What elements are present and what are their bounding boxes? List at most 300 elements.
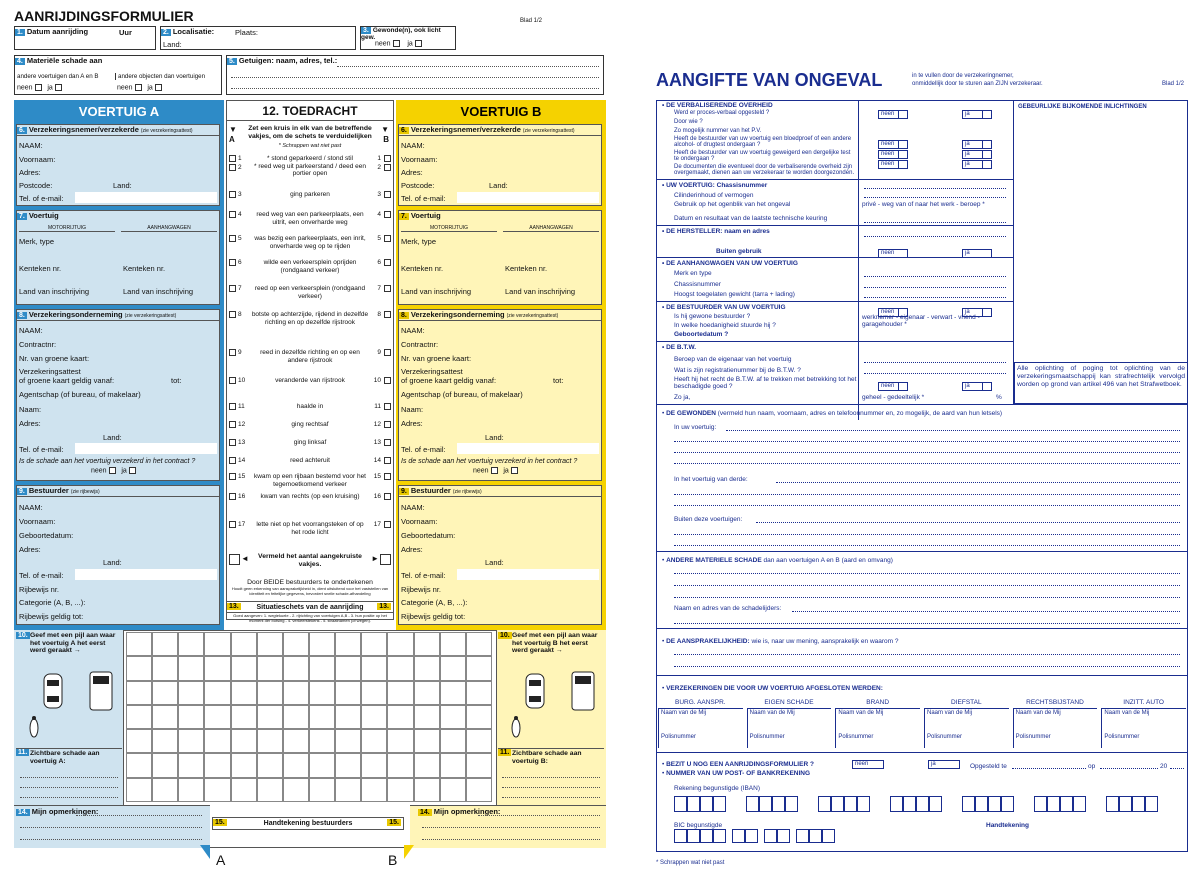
ja-checkbox[interactable] bbox=[511, 467, 518, 474]
bic-char-box[interactable] bbox=[809, 829, 822, 843]
ja-label: ja bbox=[121, 467, 127, 475]
land-inschrijving-aanhang-label: Land van inschrijving bbox=[505, 287, 576, 296]
tot-label: tot: bbox=[553, 376, 564, 385]
grid-cell bbox=[257, 632, 283, 656]
iban-char-box[interactable] bbox=[1145, 796, 1158, 812]
toedracht-item-text: wilde een verkeersplein oprijden (rondgaand verkeer) bbox=[263, 259, 357, 274]
grid-cell bbox=[387, 705, 413, 729]
iban-char-box[interactable] bbox=[1132, 796, 1145, 812]
col-b-arrow: ▼ bbox=[381, 125, 389, 134]
section-number: 6. bbox=[19, 127, 25, 134]
toedracht-item-text: reed in dezelfde richting en op een andere rijstrook bbox=[260, 349, 360, 364]
checkbox-b-1[interactable] bbox=[384, 155, 391, 162]
bic-boxes[interactable] bbox=[674, 829, 874, 843]
iban-char-box[interactable] bbox=[1001, 796, 1014, 812]
bloedproef-question: Heeft de bestuurder van uw voertuig een bloedproef of een andere alcohol- of drugtest ondergaan ? bbox=[674, 136, 852, 148]
arrow-left-icon: ◄ bbox=[241, 554, 249, 563]
grid-cell bbox=[152, 656, 178, 680]
checkbox-a-2[interactable] bbox=[229, 164, 236, 171]
aanhangwagen-section[interactable]: • DE AANHANGWAGEN VAN UW VOERTUIG Merk en type Chassisnummer Hoogst toegelaten gewicht (tarra + lading) bbox=[656, 258, 1014, 302]
checkbox-b-12[interactable] bbox=[384, 421, 391, 428]
toedracht-item-text: reed achteruit bbox=[290, 457, 330, 464]
ja-box[interactable] bbox=[962, 140, 992, 149]
neen-box[interactable] bbox=[878, 110, 908, 119]
kenteken-label: Kenteken nr. bbox=[19, 264, 62, 273]
section-number: 14. bbox=[18, 809, 28, 816]
grid-cell bbox=[126, 632, 152, 656]
section-11-a[interactable] bbox=[16, 748, 122, 803]
item-number-a: 10 bbox=[238, 377, 246, 384]
bezit-ja-box[interactable] bbox=[928, 760, 960, 769]
attest-label: Verzekeringsattest bbox=[401, 367, 463, 376]
land-label: Land: bbox=[103, 558, 122, 567]
section-label: Voertuig bbox=[28, 211, 59, 220]
neen-box[interactable] bbox=[878, 140, 908, 149]
schadelijders-label: Naam en adres van de schadelijders: bbox=[674, 605, 782, 612]
checkbox-b-13[interactable] bbox=[384, 439, 391, 446]
tel-field[interactable] bbox=[457, 569, 599, 580]
section-14-b[interactable] bbox=[418, 807, 604, 847]
section-3-gewonden[interactable] bbox=[360, 26, 456, 50]
land-inschrijving-label: Land van inschrijving bbox=[19, 287, 90, 296]
neen-label: neen bbox=[881, 111, 895, 117]
iban-char-box[interactable] bbox=[713, 796, 726, 812]
item-number-b: 7 bbox=[377, 285, 381, 292]
iban-char-box[interactable] bbox=[1106, 796, 1119, 812]
bic-char-box[interactable] bbox=[687, 829, 700, 843]
door-beide-label: Door BEIDE bestuurders te ondertekenen bbox=[247, 579, 373, 586]
bezit-rekening-section[interactable]: • BEZIT U NOG EEN AANRIJDINGSFORMULIER ? neen ja Opgesteld te op 20 • NUMMER VAN UW POST- OF BANKREKENING Rekening begunstigde (IBAN) BIC begunstigde Handtekening bbox=[656, 754, 1188, 852]
bic-char-box[interactable] bbox=[700, 829, 713, 843]
section-number: 14. bbox=[420, 809, 430, 816]
weigering-question: Heeft de bestuurder van uw voertuig geweigerd een dergelijke test te ondergaan ? bbox=[674, 150, 851, 162]
checkbox-b-15[interactable] bbox=[384, 473, 391, 480]
bic-char-box[interactable] bbox=[732, 829, 745, 843]
adres-label: Adres: bbox=[19, 419, 41, 428]
section-label: Gewonde(n), ook licht gew. bbox=[361, 27, 441, 41]
checkbox-a-5[interactable] bbox=[229, 235, 236, 242]
iban-char-box[interactable] bbox=[1034, 796, 1047, 812]
section-7-b[interactable] bbox=[398, 210, 602, 305]
grid-cell bbox=[466, 729, 492, 753]
bic-char-box[interactable] bbox=[796, 829, 809, 843]
iban-char-box[interactable] bbox=[687, 796, 700, 812]
toedracht-item bbox=[227, 311, 393, 345]
section-hint: (zie rijbewijs) bbox=[70, 489, 100, 495]
pv-nummer-label: Zo mogelijk nummer van het P.V. bbox=[674, 128, 762, 134]
merk-type-label: Merk en type bbox=[674, 270, 712, 277]
section-label: Mijn opmerkingen: bbox=[433, 807, 501, 816]
iban-char-box[interactable] bbox=[1047, 796, 1060, 812]
uw-voertuig-section[interactable]: • UW VOERTUIG: Chassisnummer Cilinderinhoud of vermogen Gebruik op het ogenblik van het ongeval privé - weg van of naar het werk - beroep * Datum en resultaat van de laatste technische keuring bbox=[656, 180, 1014, 226]
polisnummer-label: Polisnummer bbox=[838, 734, 874, 740]
count-box-a[interactable] bbox=[229, 554, 240, 565]
bic-char-box[interactable] bbox=[764, 829, 777, 843]
grid-cell bbox=[204, 632, 230, 656]
section-number: 4. bbox=[17, 58, 23, 65]
item-number-a: 8 bbox=[238, 311, 242, 318]
aanhangwagen-header: AANHANGWAGEN bbox=[121, 225, 217, 232]
grid-cell bbox=[414, 729, 440, 753]
motorrijtuig-header: MOTORRIJTUIG bbox=[401, 225, 497, 232]
checkbox-a-4[interactable] bbox=[229, 211, 236, 218]
grid-cell bbox=[178, 705, 204, 729]
section-5-getuigen[interactable] bbox=[226, 55, 604, 95]
grid-cell bbox=[414, 753, 440, 777]
checkbox-b-14[interactable] bbox=[384, 457, 391, 464]
grid-cell bbox=[126, 656, 152, 680]
section-7-a[interactable] bbox=[16, 210, 220, 305]
andere-objecten-label: andere objecten dan voertuigen bbox=[115, 73, 219, 80]
iban-boxes[interactable] bbox=[674, 796, 1182, 812]
cilinder-label: Cilinderinhoud of vermogen bbox=[674, 192, 754, 199]
grid-cell bbox=[414, 778, 440, 802]
land-label: Land: bbox=[485, 558, 504, 567]
geboortedatum-label: Geboortedatum: bbox=[19, 531, 74, 540]
section-8-b[interactable] bbox=[398, 309, 602, 481]
iban-char-box[interactable] bbox=[831, 796, 844, 812]
item-number-a: 17 bbox=[238, 521, 246, 528]
section-title: DE AANSPRAKELIJKHEID: bbox=[666, 638, 750, 645]
grid-cell bbox=[257, 778, 283, 802]
toedracht-item-text: reed weg van een parkeerplaats, een uitrit, een onverharde weg bbox=[256, 211, 364, 226]
verzekering-cell[interactable] bbox=[747, 708, 832, 748]
checkbox-a-13[interactable] bbox=[229, 439, 236, 446]
checkbox-a-16[interactable] bbox=[229, 493, 236, 500]
hersteller-section[interactable]: • DE HERSTELLER: naam en adres Buiten gebruik bbox=[656, 226, 1014, 258]
btw-section[interactable]: • DE B.T.W. Beroep van de eigenaar van het voertuig Wat is zijn registratienummer bij de B.T.W. ? Heeft hij het recht de B.T.W. af te trekken met betrekking tot het beschadigde goed ? Zo ja, geheel - gedeeltelijk * % bbox=[656, 342, 1014, 404]
iban-char-box[interactable] bbox=[746, 796, 759, 812]
tel-field[interactable] bbox=[75, 443, 217, 454]
grid-cell bbox=[152, 753, 178, 777]
buiten-gebruik-label: Buiten gebruik bbox=[716, 248, 762, 255]
iban-char-box[interactable] bbox=[903, 796, 916, 812]
note-line-1: in te vullen door de verzekeringnemer, bbox=[912, 73, 1014, 79]
verzekering-col-header: BURG. AANSPR. bbox=[675, 699, 726, 706]
iban-char-box[interactable] bbox=[962, 796, 975, 812]
grid-cell bbox=[309, 656, 335, 680]
bic-char-box[interactable] bbox=[822, 829, 835, 843]
agent-naam-label: Naam: bbox=[401, 405, 424, 414]
section-title: DE GEWONDEN bbox=[666, 410, 716, 417]
iban-char-box[interactable] bbox=[785, 796, 798, 812]
grid-cell bbox=[440, 729, 466, 753]
checkbox-b-4[interactable] bbox=[384, 211, 391, 218]
materiele-schade-section[interactable]: • ANDERE MATERIELE SCHADE dan aan voertuigen A en B (aard en omvang) Naam en adres van de schadelijders: bbox=[656, 553, 1188, 629]
iban-char-box[interactable] bbox=[988, 796, 1001, 812]
verzekering-col-header: EIGEN SCHADE bbox=[764, 699, 814, 706]
geboortedatum-label: Geboortedatum: bbox=[401, 531, 456, 540]
agentschap-label: Agentschap (of bureau, of makelaar) bbox=[401, 390, 523, 399]
grid-cell bbox=[335, 729, 361, 753]
section-subtitle: wie is, naar uw mening, aansprakelijk en waarom ? bbox=[751, 638, 899, 645]
item-number-a: 14 bbox=[238, 457, 246, 464]
grid-cell bbox=[152, 729, 178, 753]
grid-cell bbox=[440, 753, 466, 777]
polisnummer-label: Polisnummer bbox=[749, 734, 785, 740]
section-10-b[interactable] bbox=[498, 632, 604, 746]
grid-cell bbox=[361, 705, 387, 729]
ja-check bbox=[982, 151, 991, 158]
ja-box[interactable] bbox=[962, 110, 992, 119]
voornaam-label: Voornaam: bbox=[401, 517, 438, 526]
toedracht-item-text: lette niet op het voorrangsteken of op het rode licht bbox=[256, 521, 364, 536]
neen-checkbox[interactable] bbox=[135, 84, 142, 91]
toedracht-item bbox=[227, 155, 393, 189]
item-number-b: 3 bbox=[377, 191, 381, 198]
section-9-b[interactable] bbox=[398, 485, 602, 625]
toedracht-item bbox=[227, 421, 393, 437]
checkbox-b-11[interactable] bbox=[384, 403, 391, 410]
grid-cell bbox=[231, 705, 257, 729]
grid-cell bbox=[283, 753, 309, 777]
section-14-a[interactable] bbox=[16, 807, 206, 847]
grid-cell bbox=[361, 753, 387, 777]
toedracht-item bbox=[227, 211, 393, 233]
aansprakelijkheid-section[interactable]: • DE AANSPRAKELIJKHEID: wie is, naar uw mening, aansprakelijk en waarom ? bbox=[656, 630, 1188, 676]
ja-box[interactable] bbox=[962, 160, 992, 169]
ja-check bbox=[982, 161, 991, 168]
checkbox-a-1[interactable] bbox=[229, 155, 236, 162]
iban-char-box[interactable] bbox=[759, 796, 772, 812]
keuring-label: Datum en resultaat van de laatste technische keuring bbox=[674, 215, 828, 222]
ja-checkbox[interactable] bbox=[155, 84, 162, 91]
tel-field[interactable] bbox=[75, 569, 217, 580]
iban-char-box[interactable] bbox=[975, 796, 988, 812]
tel-field[interactable] bbox=[457, 192, 599, 203]
ja-label: ja bbox=[931, 761, 936, 767]
naam-mij-label: Naam van de Mij bbox=[1015, 710, 1061, 716]
checkbox-b-2[interactable] bbox=[384, 164, 391, 171]
iban-char-box[interactable] bbox=[844, 796, 857, 812]
postcode-label: Postcode: bbox=[19, 181, 53, 190]
section-11-b[interactable] bbox=[498, 748, 604, 803]
neen-box[interactable] bbox=[878, 150, 908, 159]
section-4-materiele-schade[interactable] bbox=[14, 55, 222, 95]
toedracht-item bbox=[227, 285, 393, 307]
iban-char-box[interactable] bbox=[1073, 796, 1086, 812]
section-8-a[interactable] bbox=[16, 309, 220, 481]
percent-label: % bbox=[996, 394, 1002, 401]
groene-kaart-label: Nr. van groene kaart: bbox=[401, 354, 472, 363]
grid-cell bbox=[204, 729, 230, 753]
verzekeringen-section[interactable]: • VERZEKERINGEN DIE VOOR UW VOERTUIG AFGESLOTEN WERDEN: BURG. AANSPR. Naam van de Mij Polisnummer EIGEN SCHADE Naam van de Mij Polisnummer BRAND Naam van de Mij Polisnummer DIEFSTAL Naam van de Mij Polisnummer RECHTSBIJSTAND Naam van de Mij Polisnummer INZITT. AUTO Naam van de Mij Polisnummer bbox=[656, 677, 1188, 753]
gewonden-section[interactable]: • DE GEWONDEN (vermeld hun naam, voornaam, adres en telefoonnummer en, zo mogelijk, de aard van hun letsels) In uw voertuig: In het voertuig van derde: Buiten deze voertuigen: bbox=[656, 406, 1188, 552]
grid-cell bbox=[178, 681, 204, 705]
sketch-grid[interactable] bbox=[126, 632, 492, 802]
neen-checkbox[interactable] bbox=[109, 467, 116, 474]
ja-checkbox[interactable] bbox=[415, 40, 422, 47]
grid-cell bbox=[387, 656, 413, 680]
polisnummer-label: Polisnummer bbox=[661, 734, 697, 740]
voornaam-label: Voornaam: bbox=[401, 155, 438, 164]
toedracht-item bbox=[227, 259, 393, 281]
section-15-signature[interactable] bbox=[212, 817, 404, 830]
checkbox-a-12[interactable] bbox=[229, 421, 236, 428]
grid-cell bbox=[257, 753, 283, 777]
item-number-b: 10 bbox=[373, 377, 381, 384]
section-9-a[interactable] bbox=[16, 485, 220, 625]
checkbox-b-6[interactable] bbox=[384, 259, 391, 266]
neen-label: neen bbox=[855, 761, 869, 767]
tel-field[interactable] bbox=[75, 192, 217, 203]
tel-label: Tel. of e-mail: bbox=[401, 194, 446, 203]
grid-cell bbox=[152, 705, 178, 729]
voornaam-label: Voornaam: bbox=[19, 517, 56, 526]
iban-char-box[interactable] bbox=[890, 796, 903, 812]
schade-verzekerd-question: Is de schade aan het voertuig verzekerd in het contract ? bbox=[19, 458, 196, 465]
checkbox-b-9[interactable] bbox=[384, 349, 391, 356]
checkbox-b-5[interactable] bbox=[384, 235, 391, 242]
bijkomende-header bbox=[1014, 100, 1188, 112]
rijbewijs-geldig-label: Rijbewijs geldig tot: bbox=[401, 612, 466, 621]
grid-cell bbox=[466, 705, 492, 729]
iban-label: Rekening begunstigde (IBAN) bbox=[674, 785, 760, 792]
neen-label: neen bbox=[473, 467, 489, 475]
grid-cell bbox=[361, 656, 387, 680]
grid-cell bbox=[466, 656, 492, 680]
toedracht-item-text: kwam van rechts (op een kruising) bbox=[260, 493, 360, 500]
verzekering-cell[interactable] bbox=[924, 708, 1009, 748]
agent-naam-label: Naam: bbox=[19, 405, 42, 414]
count-box-b[interactable] bbox=[380, 554, 391, 565]
grid-cell bbox=[335, 705, 361, 729]
section-1-datum[interactable] bbox=[14, 26, 156, 50]
neen-checkbox[interactable] bbox=[393, 40, 400, 47]
section-number: 2. bbox=[163, 29, 169, 36]
naam-label: NAAM: bbox=[401, 326, 425, 335]
iban-char-box[interactable] bbox=[772, 796, 785, 812]
ja-label: ja bbox=[965, 309, 970, 315]
bic-char-box[interactable] bbox=[777, 829, 790, 843]
verzekering-cell[interactable] bbox=[835, 708, 920, 748]
iban-char-box[interactable] bbox=[929, 796, 942, 812]
section-10-a[interactable] bbox=[16, 632, 122, 746]
item-number-b: 15 bbox=[373, 473, 381, 480]
toedracht-item bbox=[227, 235, 393, 257]
door-wie-question: Door wie ? bbox=[674, 119, 703, 125]
checkbox-a-17[interactable] bbox=[229, 521, 236, 528]
grid-cell bbox=[440, 705, 466, 729]
item-number-a: 3 bbox=[238, 191, 242, 198]
voertuig-derde-label: In het voertuig van derde: bbox=[674, 476, 748, 483]
bic-label: BIC begunstigde bbox=[674, 822, 723, 829]
jaar-label: 20 bbox=[1160, 763, 1168, 770]
buiten-voertuigen-label: Buiten deze voertuigen: bbox=[674, 516, 743, 523]
land-label: Land: bbox=[113, 181, 132, 190]
neen-check bbox=[898, 111, 907, 118]
grid-cell bbox=[152, 778, 178, 802]
ja-checkbox[interactable] bbox=[129, 467, 136, 474]
tel-label: Tel. of e-mail: bbox=[401, 571, 446, 580]
verbaliserende-section[interactable]: • DE VERBALISERENDE OVERHEID Werd er proces-verbaal opgesteld ? Door wie ? Zo mogelijk nummer van het P.V. Heeft de bestuurder van uw voertuig een bloedproef of een andere alcohol- of drugtest ondergaan ? Heeft de bestuurder van uw voertuig geweigerd een dergelijke test te ondergaan ? De documenten die eventueel door de verbaliserende overheid zijn overgemaakt, dienen aan uw verzekeraar te worden doorgezonden. bbox=[656, 100, 1014, 180]
checkbox-a-15[interactable] bbox=[229, 473, 236, 480]
section-6-a[interactable] bbox=[16, 124, 220, 206]
item-number-b: 2 bbox=[377, 164, 381, 171]
gewone-bestuurder-question: Is hij gewone bestuurder ? bbox=[674, 313, 751, 320]
checkbox-a-9[interactable] bbox=[229, 349, 236, 356]
section-label: Datum aanrijding bbox=[26, 27, 89, 36]
neen-checkbox[interactable] bbox=[491, 467, 498, 474]
checkbox-b-8[interactable] bbox=[384, 311, 391, 318]
arrow-right-icon: ► bbox=[371, 554, 379, 563]
checkbox-b-16[interactable] bbox=[384, 493, 391, 500]
checkbox-a-6[interactable] bbox=[229, 259, 236, 266]
iban-char-box[interactable] bbox=[700, 796, 713, 812]
naam-mij-label: Naam van de Mij bbox=[661, 710, 707, 716]
section-label: Getuigen: naam, adres, tel.: bbox=[238, 56, 338, 65]
ja-label: ja bbox=[965, 151, 970, 157]
checkbox-b-17[interactable] bbox=[384, 521, 391, 528]
ja-label: ja bbox=[965, 161, 970, 167]
form-title: AANRIJDINGSFORMULIER bbox=[14, 8, 194, 24]
bic-char-box[interactable] bbox=[674, 829, 687, 843]
grid-cell bbox=[126, 753, 152, 777]
section-number: 6. bbox=[401, 127, 407, 134]
proces-verbaal-question: Werd er proces-verbaal opgesteld ? bbox=[674, 110, 770, 116]
checkbox-a-7[interactable] bbox=[229, 285, 236, 292]
checkbox-a-3[interactable] bbox=[229, 191, 236, 198]
checkbox-b-3[interactable] bbox=[384, 191, 391, 198]
iban-char-box[interactable] bbox=[857, 796, 870, 812]
item-number-a: 9 bbox=[238, 349, 242, 356]
neen-label: neen bbox=[881, 161, 895, 167]
neen-box[interactable] bbox=[878, 160, 908, 169]
section-2-localisatie[interactable] bbox=[160, 26, 356, 50]
checkbox-b-7[interactable] bbox=[384, 285, 391, 292]
grid-cell bbox=[466, 753, 492, 777]
ja-checkbox[interactable] bbox=[55, 84, 62, 91]
iban-char-box[interactable] bbox=[1060, 796, 1073, 812]
section-hint: (zie verzekeringsattest) bbox=[522, 128, 575, 134]
checkbox-b-10[interactable] bbox=[384, 377, 391, 384]
bic-char-box[interactable] bbox=[745, 829, 758, 843]
naam-label: NAAM: bbox=[401, 503, 425, 512]
bezit-neen-box[interactable] bbox=[852, 760, 884, 769]
verzekering-cell[interactable] bbox=[1013, 708, 1098, 748]
bic-char-box[interactable] bbox=[713, 829, 726, 843]
checkbox-a-11[interactable] bbox=[229, 403, 236, 410]
ja-box[interactable] bbox=[962, 150, 992, 159]
gebruik-label: Gebruik op het ogenblik van het ongeval bbox=[674, 201, 791, 208]
neen-checkbox[interactable] bbox=[35, 84, 42, 91]
section-6-b[interactable] bbox=[398, 124, 602, 206]
iban-char-box[interactable] bbox=[916, 796, 929, 812]
iban-char-box[interactable] bbox=[1119, 796, 1132, 812]
section-number: 3. bbox=[363, 27, 369, 34]
checkbox-a-14[interactable] bbox=[229, 457, 236, 464]
grid-cell bbox=[309, 705, 335, 729]
item-number-a: 2 bbox=[238, 164, 242, 171]
tel-label: Tel. of e-mail: bbox=[401, 445, 446, 454]
corner-b-label: B bbox=[388, 852, 398, 868]
section-title: DE VERBALISERENDE OVERHEID bbox=[666, 102, 773, 109]
registratienummer-label: Wat is zijn registratienummer bij de B.T.W. ? bbox=[674, 367, 801, 374]
grid-cell bbox=[257, 681, 283, 705]
section-number: 10. bbox=[18, 632, 28, 639]
checkbox-a-8[interactable] bbox=[229, 311, 236, 318]
bestuurder-section[interactable]: • DE BESTUURDER VAN UW VOERTUIG Is hij gewone bestuurder ? In welke hoedanigheid stuurde hij ? werknemer - eigenaar - verwart - vriend - garagehouder * Geboortedatum ? bbox=[656, 302, 1014, 342]
section-label: Verzekeringsnemer/verzekerde bbox=[410, 125, 521, 134]
verzekering-cell[interactable] bbox=[658, 708, 743, 748]
iban-char-box[interactable] bbox=[818, 796, 831, 812]
hoedanigheid-options: werknemer - eigenaar - verwart - vriend - garagehouder * bbox=[862, 314, 980, 328]
checkbox-a-10[interactable] bbox=[229, 377, 236, 384]
verzekering-cell[interactable] bbox=[1101, 708, 1186, 748]
tel-field[interactable] bbox=[457, 443, 599, 454]
situatieschets-hint: Goed aangeven: 1. wegtekuele - 2. rijrichting van voertuigen A,B - 3. hun positie op het moment der botsing - 4. verkeerstekens - 5. straatnamen (of wegen). bbox=[233, 613, 387, 623]
iban-char-box[interactable] bbox=[674, 796, 687, 812]
